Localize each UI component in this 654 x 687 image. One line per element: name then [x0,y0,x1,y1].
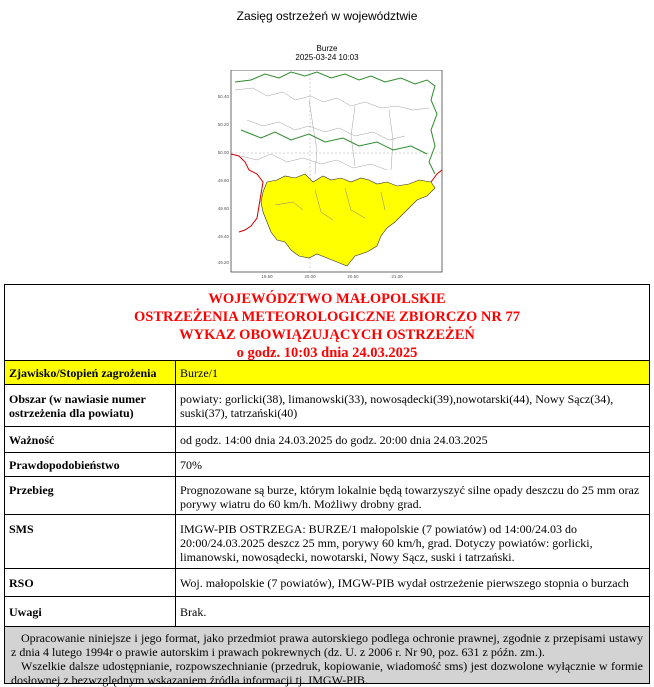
label-obszar-1: Obszar (w nawiasie numer [9,392,146,406]
map-y-tick: 50.00 [217,150,229,155]
map-y-tick: 49.80 [217,178,229,183]
map-datetime-label: 2025-03-24 10:03 [295,53,359,62]
value-zjawisko: Burze/1 [180,366,218,380]
header-voivodeship: WOJEWÓDZTWO MAŁOPOLSKIE [208,291,446,307]
label-rso: RSO [9,576,34,590]
value-obszar-2: suski(37), tatrzański(40) [180,406,298,420]
label-prawdopodobienstwo: Prawdopodobieństwo [9,458,120,472]
warning-table [4,284,650,687]
value-sms-3: limanowski, nowosądecki, nowotarski, Nowy Sącz, suski i tatrzański. [180,550,515,564]
value-przebieg-1: Prognozowane są burze, którym lokalnie będą towarzyszyć silne opady deszczu do 25 mm oraz [180,483,640,497]
row-divider [175,385,176,426]
copyright-text: Opracowanie niniejsze i jego format, jako przedmiot prawa autorskiego podlega ochronie prawnej, zgodnie z przepisami ustawy z dnia 4 lutego 1994r o prawie autorskim i prawach pokrewnych (dz. U. z 2006 r. Nr 90, poz. 631 z późn. zm.). [11,631,643,659]
value-rso: Woj. małopolskie (7 powiatów), IMGW-PIB wydał ostrzeżenie pierwszego stopnia o burzach [180,576,629,590]
row-divider [175,361,176,384]
warning-map [205,70,445,280]
row-divider [175,597,176,626]
row-divider [175,453,176,476]
map-y-tick: 50.20 [217,122,229,127]
header-time: o godz. 10:03 dnia 24.03.2025 [236,345,418,361]
value-prawdopodobienstwo: 70% [180,458,202,472]
row-sms [5,515,649,569]
map-x-tick: 21.00 [391,274,403,279]
row-divider [175,427,176,452]
map-x-tick: 20.00 [304,274,316,279]
value-sms-1: IMGW-PIB OSTRZEGA: BURZE/1 małopolskie (7 powiatów) od 14:00/24.03 do [180,522,577,536]
map-y-tick: 49.60 [217,206,229,211]
row-prawdopodobienstwo [5,453,649,477]
row-waznosc [5,427,649,453]
row-divider [175,477,176,514]
value-uwagi: Brak. [180,605,207,619]
row-divider [175,515,176,568]
map-y-tick: 49.20 [217,260,229,265]
value-przebieg-2: porywy wiatru do 60 km/h. Możliwy drobny grad. [180,497,422,511]
warning-map-svg [205,70,445,280]
map-x-tick: 19.50 [261,274,273,279]
page-title: Zasięg ostrzeżeń w województwie [236,9,418,23]
header-warning-number: OSTRZEŻENIA METEOROLOGICZNE ZBIORCZO NR 77 [134,309,520,325]
value-obszar-1: powiaty: gorlicki(38), limanowski(33), nowosądecki(39),nowotarski(44), Nowy Sącz(34), [180,392,614,406]
warning-header [5,285,649,361]
map-y-tick: 49.40 [217,234,229,239]
redistribution-text: Wszelkie dalsze udostępnianie, rozpowszechnianie (przedruk, kopiowanie, wiadomość sms) jest dozwolone wyłącznie w formie dosłownej z bezwzględnym wskazaniem źródła informacji tj. IMGW-PIB. [11,659,643,687]
row-rso [5,569,649,597]
row-obszar [5,385,649,427]
header-list-title: WYKAZ OBOWIĄZUJĄCYCH OSTRZEŻEŃ [179,327,475,343]
row-uwagi [5,597,649,627]
copyright-footer [5,627,649,687]
map-x-tick: 20.50 [347,274,359,279]
label-sms: SMS [9,522,34,536]
map-y-tick: 50.40 [217,94,229,99]
label-zjawisko: Zjawisko/Stopień zagrożenia [9,366,157,380]
label-uwagi: Uwagi [9,605,42,619]
row-przebieg [5,477,649,515]
map-phenomenon-label: Burze [316,44,338,53]
value-waznosc: od godz. 14:00 dnia 24.03.2025 do godz. 20:00 dnia 24.03.2025 [180,433,488,447]
row-divider [175,569,176,596]
label-przebieg: Przebieg [9,483,54,497]
label-waznosc: Ważność [9,433,55,447]
label-obszar-2: ostrzeżenia dla powiatu) [9,406,134,420]
value-sms-2: 20:00/24.03.2025 deszcz 25 mm, porywy 60 km/h, grad. Dotyczy powiatów: gorlicki, [180,536,593,550]
row-zjawisko [5,361,649,385]
